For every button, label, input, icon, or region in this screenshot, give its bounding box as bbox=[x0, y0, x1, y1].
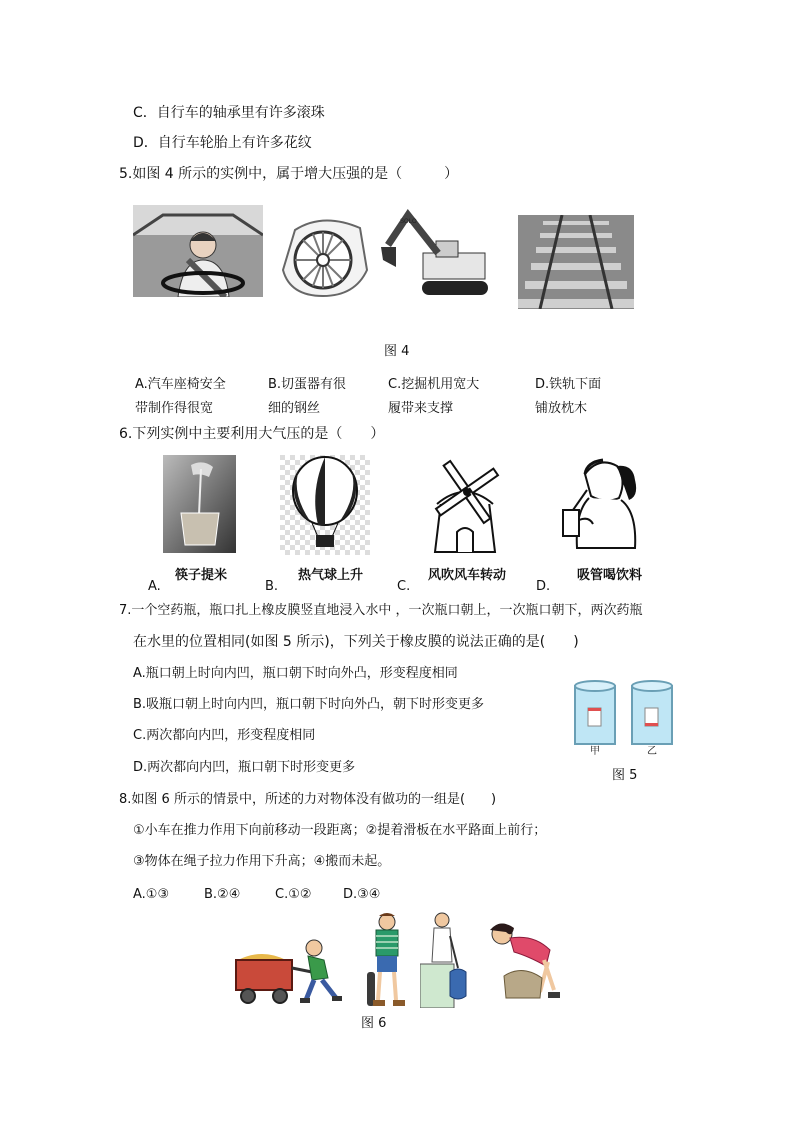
q7-option-a: A.瓶口朝上时向内凹，瓶口朝下时向外凸，形变程度相同 bbox=[133, 666, 458, 681]
q5-option-d-line2: 铺放枕木 bbox=[535, 401, 588, 416]
q5-stem: 5.如图 4 所示的实例中，属于增大压强的是（ ） bbox=[119, 166, 459, 182]
q8-option-d: D.③④ bbox=[343, 887, 381, 902]
girl-lifting-bag-image bbox=[484, 920, 564, 1006]
q5-option-b-line2: 细的钢丝 bbox=[268, 401, 321, 416]
q6-option-d-letter: D. bbox=[536, 579, 551, 594]
q5-option-b-line1: B.切蛋器有很 bbox=[268, 377, 347, 392]
q6-option-a-letter: A. bbox=[148, 579, 161, 594]
egg-slicer-image bbox=[275, 210, 373, 300]
q7-option-d: D.两次都向内凹，瓶口朝下时形变更多 bbox=[133, 760, 356, 775]
figure-6-caption: 图 6 bbox=[361, 1016, 387, 1031]
boy-pushing-cart-image bbox=[232, 938, 354, 1008]
beaker-label-jia: 甲 bbox=[590, 746, 600, 757]
q6-option-c-label: 风吹风车转动 bbox=[428, 568, 507, 583]
q7-stem-line2: 在水里的位置相同(如图 5 所示)，下列关于橡皮膜的说法正确的是( ) bbox=[133, 634, 579, 650]
q6-option-d-label: 吸管喝饮料 bbox=[577, 568, 643, 583]
q8-line2: ③物体在绳子拉力作用下升高；④搬而未起。 bbox=[133, 854, 391, 869]
q5-option-a-line1: A.汽车座椅安全 bbox=[135, 377, 226, 392]
q8-option-b: B.②④ bbox=[204, 887, 241, 902]
q5-option-a-line2: 带制作得很宽 bbox=[135, 401, 214, 416]
q6-option-c-letter: C. bbox=[397, 579, 411, 594]
windmill-image bbox=[415, 452, 515, 558]
beaker-yi bbox=[632, 681, 672, 744]
q5-option-c-line1: C.挖掘机用宽大 bbox=[388, 377, 480, 392]
excavator-image bbox=[378, 205, 490, 300]
q5-option-d-line1: D.铁轨下面 bbox=[535, 377, 602, 392]
drinking-straw-girl-image bbox=[555, 452, 645, 550]
boy-with-skateboard-image bbox=[365, 912, 410, 1012]
railway-track-image bbox=[518, 215, 634, 309]
excavator-logo: SOLO bbox=[400, 219, 417, 225]
q6-option-b-label: 热气球上升 bbox=[298, 568, 364, 583]
q8-option-c: C.①② bbox=[275, 887, 312, 902]
hot-air-balloon-image bbox=[280, 455, 370, 555]
q7-option-b: B.吸瓶口朝上时向内凹，瓶口朝下时向外凸，朝下时形变更多 bbox=[133, 697, 485, 712]
beaker-label-yi: 乙 bbox=[647, 746, 657, 757]
beakers-image bbox=[572, 674, 676, 746]
chopsticks-rice-image bbox=[163, 455, 236, 553]
figure-5-caption: 图 5 bbox=[612, 768, 638, 783]
q8-option-a: A.①③ bbox=[133, 887, 170, 902]
q4-option-d: D．自行车轮胎上有许多花纹 bbox=[133, 135, 312, 151]
q4-option-c: C．自行车的轴承里有许多滚珠 bbox=[133, 105, 325, 121]
q8-stem: 8.如图 6 所示的情景中，所述的力对物体没有做功的一组是( ) bbox=[119, 792, 497, 807]
q5-option-c-line2: 履带来支撑 bbox=[388, 401, 454, 416]
q6-option-a-label: 筷子提米 bbox=[175, 568, 228, 583]
q7-stem-line1: 7.一个空药瓶，瓶口扎上橡皮膜竖直地浸入水中 ，一次瓶口朝上，一次瓶口朝下，两次药瓶 bbox=[119, 603, 643, 618]
beaker-jia bbox=[575, 681, 615, 744]
man-lifting-object-image bbox=[420, 912, 472, 1008]
figure-4-caption: 图 4 bbox=[384, 344, 410, 359]
q8-line1: ①小车在推力作用下向前移动一段距离；②提着滑板在水平路面上前行； bbox=[133, 823, 547, 838]
q7-option-c: C.两次都向内凹，形变程度相同 bbox=[133, 728, 316, 743]
q6-stem: 6.下列实例中主要利用大气压的是（ ） bbox=[119, 426, 385, 442]
q6-option-b-letter: B. bbox=[265, 579, 279, 594]
car-driver-image bbox=[133, 205, 263, 297]
